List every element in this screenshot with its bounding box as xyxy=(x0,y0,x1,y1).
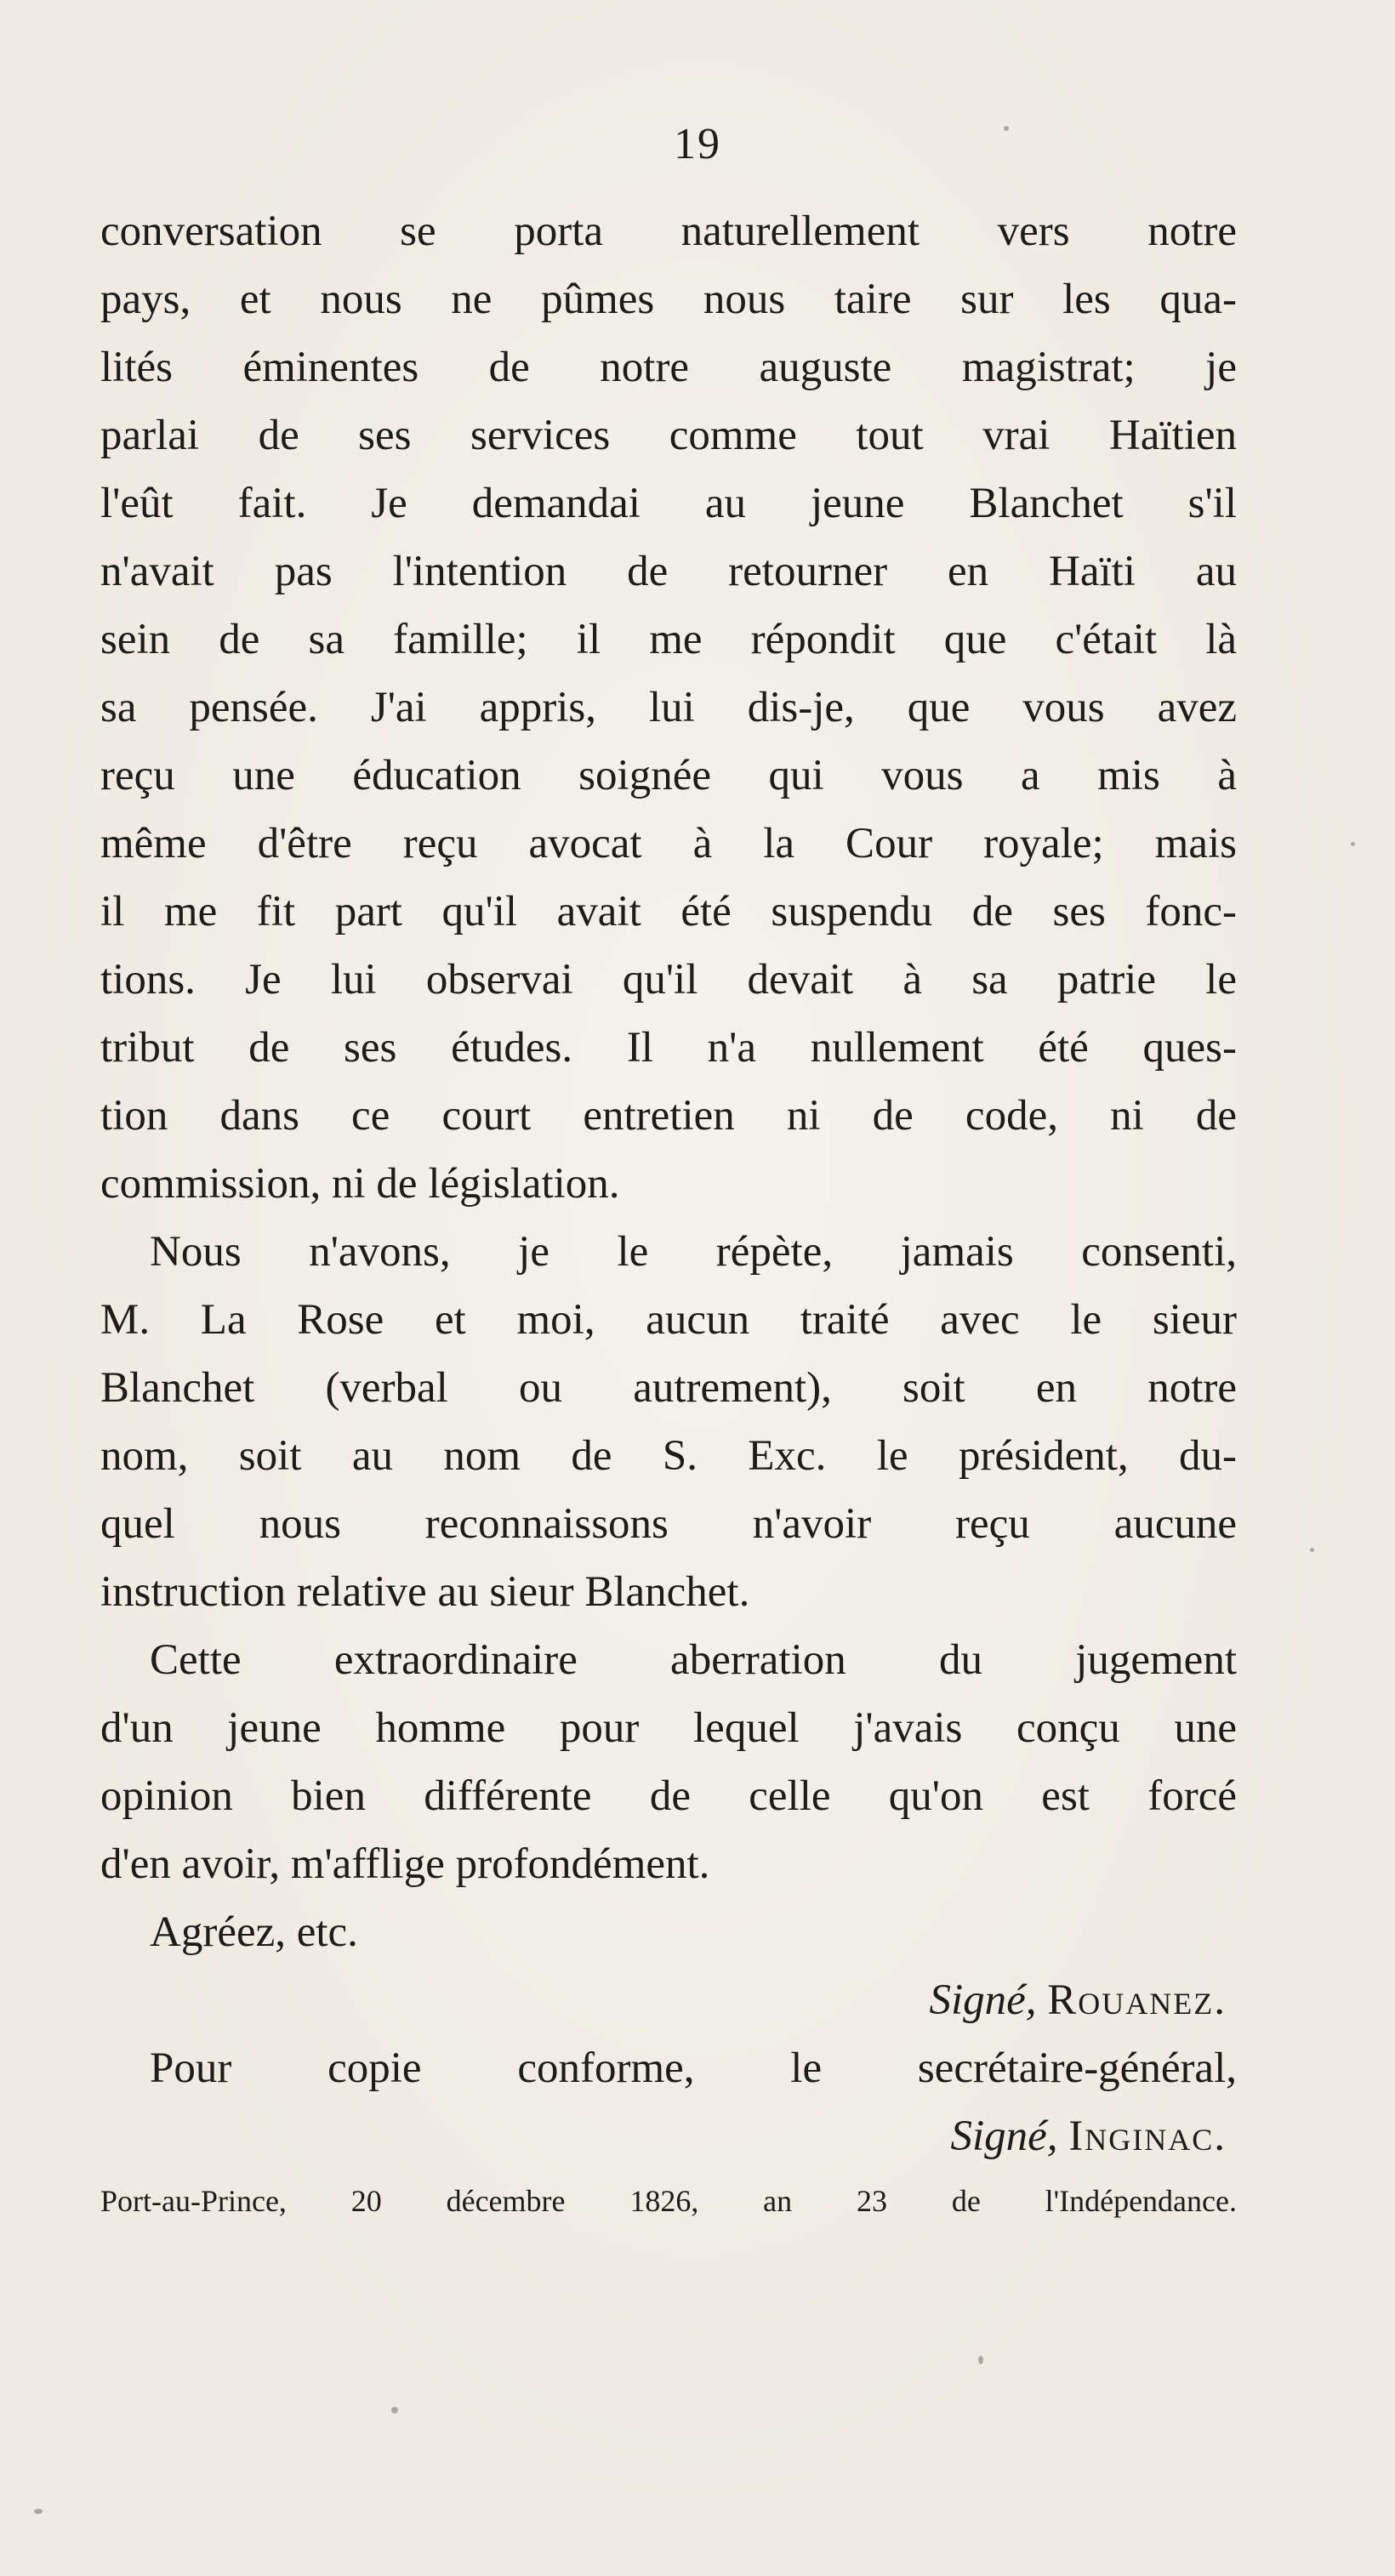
text-line: instruction relative au sieur Blanchet. xyxy=(100,1568,750,1616)
paper-speck xyxy=(34,2509,43,2514)
text-line: tions. Je lui observai qu'il devait à sa patrie le xyxy=(100,956,1237,1004)
paper-speck xyxy=(1004,126,1009,131)
text-line: sa pensée. J'ai appris, lui dis-je, que vous avez xyxy=(100,684,1237,731)
signature-word: Signé, xyxy=(950,2113,1058,2160)
body-text xyxy=(100,197,1237,2226)
signature-name: Rouanez. xyxy=(1047,1976,1227,2024)
text-line: parlai de ses services comme tout vrai Haïtien xyxy=(100,412,1237,459)
paper-speck xyxy=(978,2356,983,2364)
text-line: nom, soit au nom de S. Exc. le président, du- xyxy=(100,1432,1237,1480)
text-line: même d'être reçu avocat à la Cour royale; mais xyxy=(100,820,1237,867)
signature-word: Signé, xyxy=(929,1976,1037,2024)
text-line: d'un jeune homme pour lequel j'avais conçu une xyxy=(100,1704,1237,1752)
text-line: lités éminentes de notre auguste magistrat; je xyxy=(100,344,1237,391)
copy-line: Pour copie conforme, le secrétaire-général, xyxy=(150,2044,1237,2092)
footer-dateline: Port-au-Prince, 20 décembre 1826, an 23 de l'Indépendance. xyxy=(100,2184,1237,2218)
paper-speck xyxy=(1351,842,1355,846)
signature-name: Inginac. xyxy=(1068,2113,1227,2160)
text-line: n'avait pas l'intention de retourner en Haïti au xyxy=(100,548,1237,595)
text-line: conversation se porta naturellement vers notre xyxy=(100,208,1237,255)
text-line: Cette extraordinaire aberration du jugement xyxy=(150,1636,1237,1684)
signature-rouanez xyxy=(100,1966,1237,2034)
text-line: M. La Rose et moi, aucun traité avec le sieur xyxy=(100,1296,1237,1344)
text-line: l'eût fait. Je demandai au jeune Blanchet s'il xyxy=(100,480,1237,527)
page-number: 19 xyxy=(674,120,721,168)
closing-line: Agréez, etc. xyxy=(150,1908,358,1956)
paper-speck xyxy=(1310,1548,1314,1552)
text-line: tribut de ses études. Il n'a nullement été ques- xyxy=(100,1024,1237,1072)
text-line: pays, et nous ne pûmes nous taire sur les qua- xyxy=(100,276,1237,323)
text-line: Nous n'avons, je le répète, jamais consenti, xyxy=(150,1228,1237,1276)
text-line: il me fit part qu'il avait été suspendu de ses fonc- xyxy=(100,888,1237,935)
signature-inginac xyxy=(100,2102,1237,2170)
text-line: reçu une éducation soignée qui vous a mis à xyxy=(100,752,1237,799)
paper-speck xyxy=(391,2407,398,2414)
text-line: quel nous reconnaissons n'avoir reçu aucune xyxy=(100,1500,1237,1548)
text-line: tion dans ce court entretien ni de code, ni de xyxy=(100,1092,1237,1140)
text-line: opinion bien différente de celle qu'on est forcé xyxy=(100,1772,1237,1820)
text-line: Blanchet (verbal ou autrement), soit en notre xyxy=(100,1364,1237,1412)
text-line: d'en avoir, m'afflige profondément. xyxy=(100,1840,710,1888)
text-line: sein de sa famille; il me répondit que c'était là xyxy=(100,616,1237,663)
text-line: commission, ni de législation. xyxy=(100,1160,620,1208)
